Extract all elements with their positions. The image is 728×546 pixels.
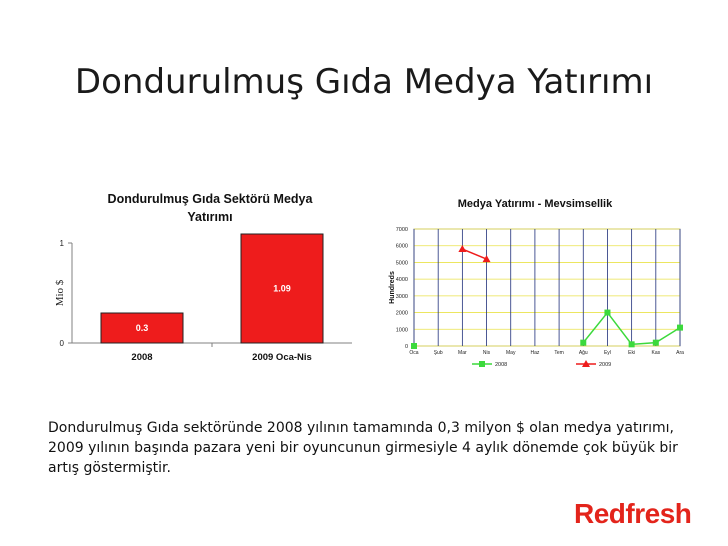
- line-y-tick-label: 5000: [395, 260, 408, 267]
- bar-y-axis-label: Mio $: [54, 279, 66, 307]
- line-y-tick-label: 7000: [395, 227, 408, 233]
- line-x-tick-label: Haz: [530, 350, 540, 356]
- line-x-tick-label: Mar: [458, 350, 467, 356]
- line-y-tick-label: 1000: [395, 327, 408, 334]
- data-point: [677, 325, 683, 331]
- data-point: [653, 340, 659, 346]
- line-x-tick-label: Oca: [409, 350, 419, 356]
- bar-y-tick-label: 1: [59, 239, 64, 248]
- redfresh-logo: Redfresh: [574, 498, 692, 529]
- bar-data-label: 1.09: [273, 283, 291, 294]
- line-y-tick-label: 3000: [395, 293, 408, 300]
- line-chart-title: Medya Yatırımı - Mevsimsellik: [457, 198, 613, 210]
- line-x-tick-label: Tem: [554, 350, 564, 356]
- bar-y-tick-label: 0: [59, 339, 64, 348]
- line-y-tick-label: 0: [404, 344, 408, 350]
- bar-chart-title: Dondurulmuş Gıda Sektörü Medya Yatırımı: [107, 192, 313, 224]
- line-x-tick-label: Ağu: [578, 350, 588, 356]
- line-x-tick-label: May: [506, 350, 516, 356]
- line-y-axis-label: Hundreds: [389, 271, 396, 304]
- line-x-tick-label: Eki: [628, 350, 636, 356]
- legend-label: 2009: [599, 362, 612, 368]
- line-y-tick-label: 4000: [395, 277, 408, 284]
- bar-data-label: 0.3: [135, 323, 149, 333]
- line-plot-area: [414, 229, 680, 346]
- line-x-tick-label: Eyl: [603, 350, 611, 356]
- legend-marker: [479, 361, 485, 367]
- data-point: [604, 310, 610, 316]
- data-point: [411, 343, 417, 349]
- line-x-tick-label: Ara: [676, 350, 684, 356]
- line-y-tick-label: 6000: [395, 243, 408, 250]
- line-y-tick-label: 2000: [395, 310, 408, 317]
- bar-x-tick-label: 2008: [131, 352, 153, 363]
- legend-label: 2008: [495, 362, 508, 368]
- slide-title: Dondurulmuş Gıda Medya Yatırımı: [74, 62, 654, 102]
- bar-x-tick-label: 2009 Oca-Nis: [252, 352, 312, 363]
- line-x-tick-label: Nis: [482, 350, 491, 356]
- data-point: [629, 341, 635, 347]
- data-point: [580, 340, 586, 346]
- slide-description: Dondurulmuş Gıda sektöründe 2008 yılının tamamında 0,3 milyon $ olan medya yatırımı, 2009 yılının başında pazara yeni bir oyuncunun girmesiyle 4 aylık dönemde çok büyük bir artış göstermiştir.: [48, 420, 678, 476]
- line-x-tick-label: Kas: [651, 350, 661, 356]
- line-x-tick-label: Şub: [433, 350, 443, 356]
